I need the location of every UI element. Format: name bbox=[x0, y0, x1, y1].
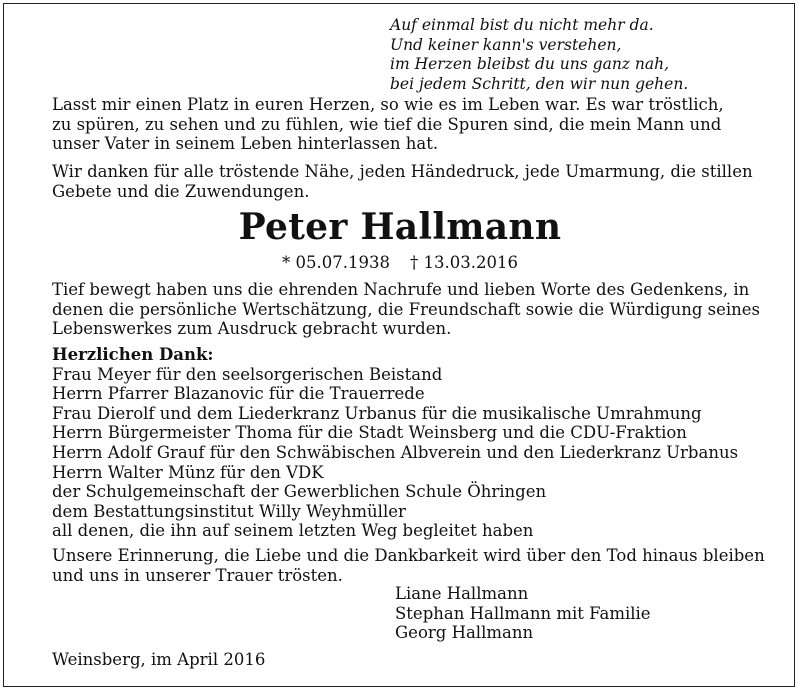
thanks-item: dem Bestattungsinstitut Willy Weyhmüller bbox=[52, 501, 406, 521]
poem-line: im Herzen bleibst du uns ganz nah, bbox=[390, 55, 670, 73]
deceased-name: Peter Hallmann bbox=[238, 206, 562, 248]
thanks-list bbox=[52, 345, 738, 541]
text-line: und uns in unserer Trauer trösten. bbox=[52, 565, 343, 585]
intro-paragraph bbox=[52, 95, 724, 154]
thanks-item: der Schulgemeinschaft der Gewerblichen Schule Öhringen bbox=[52, 482, 547, 502]
thanks-item: all denen, die ihn auf seinem letzten Weg begleitet haben bbox=[52, 521, 534, 541]
signer: Stephan Hallmann mit Familie bbox=[395, 603, 651, 623]
text-line: Unsere Erinnerung, die Liebe und die Dankbarkeit wird über den Tod hinaus bleiben bbox=[52, 546, 765, 565]
place-date: Weinsberg, im April 2016 bbox=[52, 650, 266, 669]
thanks-heading: Herzlichen Dank: bbox=[52, 345, 214, 364]
text-line: denen die persönliche Wertschätzung, die Freundschaft sowie die Würdigung seines bbox=[52, 299, 761, 319]
signer: Liane Hallmann bbox=[395, 584, 529, 603]
signer: Georg Hallmann bbox=[395, 623, 534, 643]
thanks-item: Herrn Pfarrer Blazanovic für die Trauerrede bbox=[52, 384, 425, 404]
closing-paragraph bbox=[52, 546, 765, 585]
text-line: Lasst mir einen Platz in euren Herzen, so wie es im Leben war. Es war tröstlich, bbox=[52, 95, 724, 114]
life-dates bbox=[0, 253, 800, 273]
thanks-item: Frau Meyer für den seelsorgerischen Beistand bbox=[52, 364, 443, 384]
moved-paragraph bbox=[52, 280, 760, 339]
poem bbox=[390, 16, 688, 94]
text-line: Tief bewegt haben uns die ehrenden Nachrufe und lieben Worte des Gedenkens, in bbox=[52, 280, 750, 299]
text-line: zu spüren, zu sehen und zu fühlen, wie tief die Spuren sind, die mein Mann und bbox=[52, 114, 722, 134]
poem-line: Auf einmal bist du nicht mehr da. bbox=[390, 16, 654, 34]
birth-date: * 05.07.1938 bbox=[282, 253, 390, 272]
signers bbox=[395, 584, 651, 643]
text-line: unser Vater in seinem Leben hinterlassen hat. bbox=[52, 134, 439, 154]
thanks-item: Herrn Walter Münz für den VDK bbox=[52, 462, 324, 482]
thanks-item: Frau Dierolf und dem Liederkranz Urbanus für die musikalische Umrahmung bbox=[52, 403, 702, 423]
text-line: Lebenswerkes zum Ausdruck gebracht wurden. bbox=[52, 319, 452, 339]
thanks-item: Herrn Adolf Grauf für den Schwäbischen Albverein und den Liederkranz Urbanus bbox=[52, 442, 739, 462]
poem-line: Und keiner kann's verstehen, bbox=[390, 35, 622, 54]
poem-line: bei jedem Schritt, den wir nun gehen. bbox=[390, 74, 689, 93]
text-line: Wir danken für alle tröstende Nähe, jeden Händedruck, jede Umarmung, die stillen bbox=[52, 162, 753, 181]
text-line: Gebete und die Zuwendungen. bbox=[52, 181, 310, 201]
thanks-item: Herrn Bürgermeister Thoma für die Stadt Weinsberg und die CDU-Fraktion bbox=[52, 423, 687, 443]
death-date: † 13.03.2016 bbox=[410, 253, 518, 272]
gratitude-paragraph bbox=[52, 162, 753, 201]
